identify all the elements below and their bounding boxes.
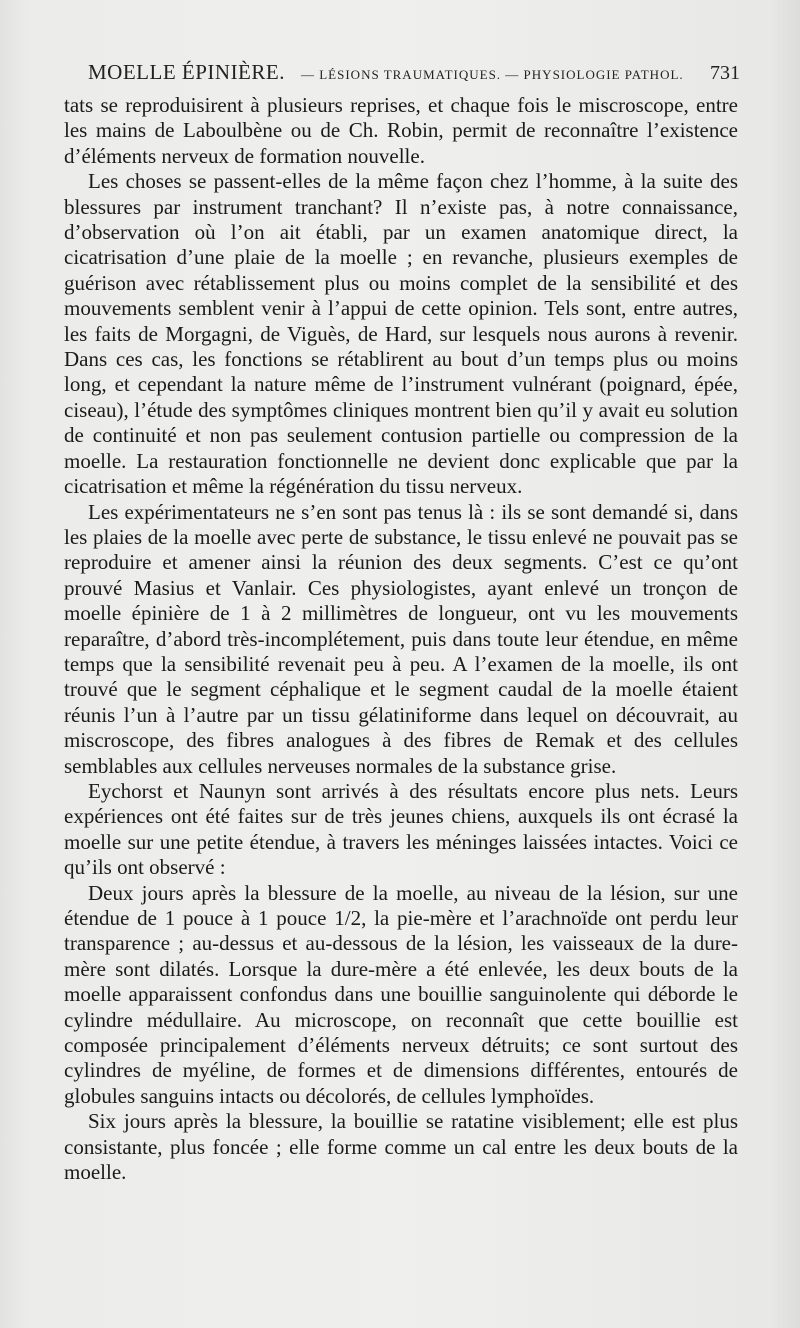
paragraph-1: tats se reproduisirent à plusieurs reprises, et chaque fois le miscroscope, entre les mains de Laboulbène ou de Ch. Robin, permit de reconnaître l’existence d’éléments nerveux de formation nouvelle. xyxy=(64,93,738,168)
paragraph-6: Six jours après la blessure, la bouillie se ratatine visiblement; elle est plus consistante, plus foncée ; elle forme comme un cal entre les deux bouts de la moelle. xyxy=(64,1109,738,1185)
page-number: 731 xyxy=(710,62,740,84)
paragraph-4: Eychorst et Naunyn sont arrivés à des résultats encore plus nets. Leurs expériences ont été faites sur de très jeunes chiens, auxquels ils ont écrasé la moelle sur une petite étendue, à travers les méninges laissées intactes. Voici ce qu’ils ont observé : xyxy=(64,778,738,880)
paragraph-5: Deux jours après la blessure de la moelle, au niveau de la lésion, sur une étendue de 1 pouce à 1 pouce 1/2, la pie-mère et l’arachnoïde ont perdu leur transparence ; au-dessus et au-dessous de la lésion, les vaisseaux de la dure-mère sont dilatés. Lorsque la dure-mère a été enlevée, les deux bouts de la moelle apparaissent confondus dans une bouillie sanguinolente qui déborde le cylindre médullaire. Au microscope, on reconnaît que cette bouillie est composée principalement d’éléments nerveux détruits; ce sont surtout des cylindres de myéline, de formes et de dimensions différentes, entourés de globules sanguins intacts ou décolorés, de cellules lymphoïdes. xyxy=(64,880,738,1108)
paragraph-3: Les expérimentateurs ne s’en sont pas tenus là : ils se sont demandé si, dans les plaies de la moelle avec perte de substance, le tissu enlevé ne pouvait pas se reproduire et amener ainsi la réunion des deux segments. C’est ce qu’ont prouvé Masius et Vanlair. Ces physiologistes, ayant enlevé un tronçon de moelle épinière de 1 à 2 millimètres de longueur, ont vu les mouvements reparaître, d’abord très-incomplétement, puis dans toute leur étendue, en même temps que la sensibilité revenait peu à peu. A l’examen de la moelle, ils ont trouvé que le segment céphalique et le segment caudal de la moelle étaient réunis l’un à l’autre par un tissu gélatiniforme dans lequel on découvrait, au miscroscope, des fibres analogues à des fibres de Remak et des cellules semblables aux cellules nerveuses normales de la substance grise. xyxy=(64,499,738,778)
header-title: MOELLE ÉPINIÈRE. xyxy=(88,60,285,84)
paragraph-2: Les choses se passent-elles de la même façon chez l’homme, à la suite des blessures par instrument tranchant? Il n’existe pas, à notre connaissance, d’observation où l’on ait établi, par un examen anatomique direct, la cicatrisation d’une plaie de la moelle ; en revanche, plusieurs exemples de guérison avec rétablissement plus ou moins complet de la sensibilité et des mouvements semblent venir à l’appui de cette opinion. Tels sont, entre autres, les faits de Morgagni, de Viguès, de Hard, sur lesquels nous aurons à revenir. Dans ces cas, les fonctions se rétablirent au bout d’un temps plus ou moins long, et cependant la nature même de l’instrument vulnérant (poignard, épée, ciseau), l’étude des symptômes cliniques montrent bien qu’il y avait eu solution de continuité et non pas seulement contusion partielle ou compression de la moelle. La restauration fonctionnelle ne devient donc explicable que par la cicatrisation et même la régénération du tissu nerveux. xyxy=(64,169,738,499)
header-subtitle: — LÉSIONS TRAUMATIQUES. — PHYSIOLOGIE PATHOL. xyxy=(300,67,684,82)
running-header xyxy=(88,60,740,90)
header-left xyxy=(88,60,684,85)
body-text xyxy=(64,93,738,1185)
